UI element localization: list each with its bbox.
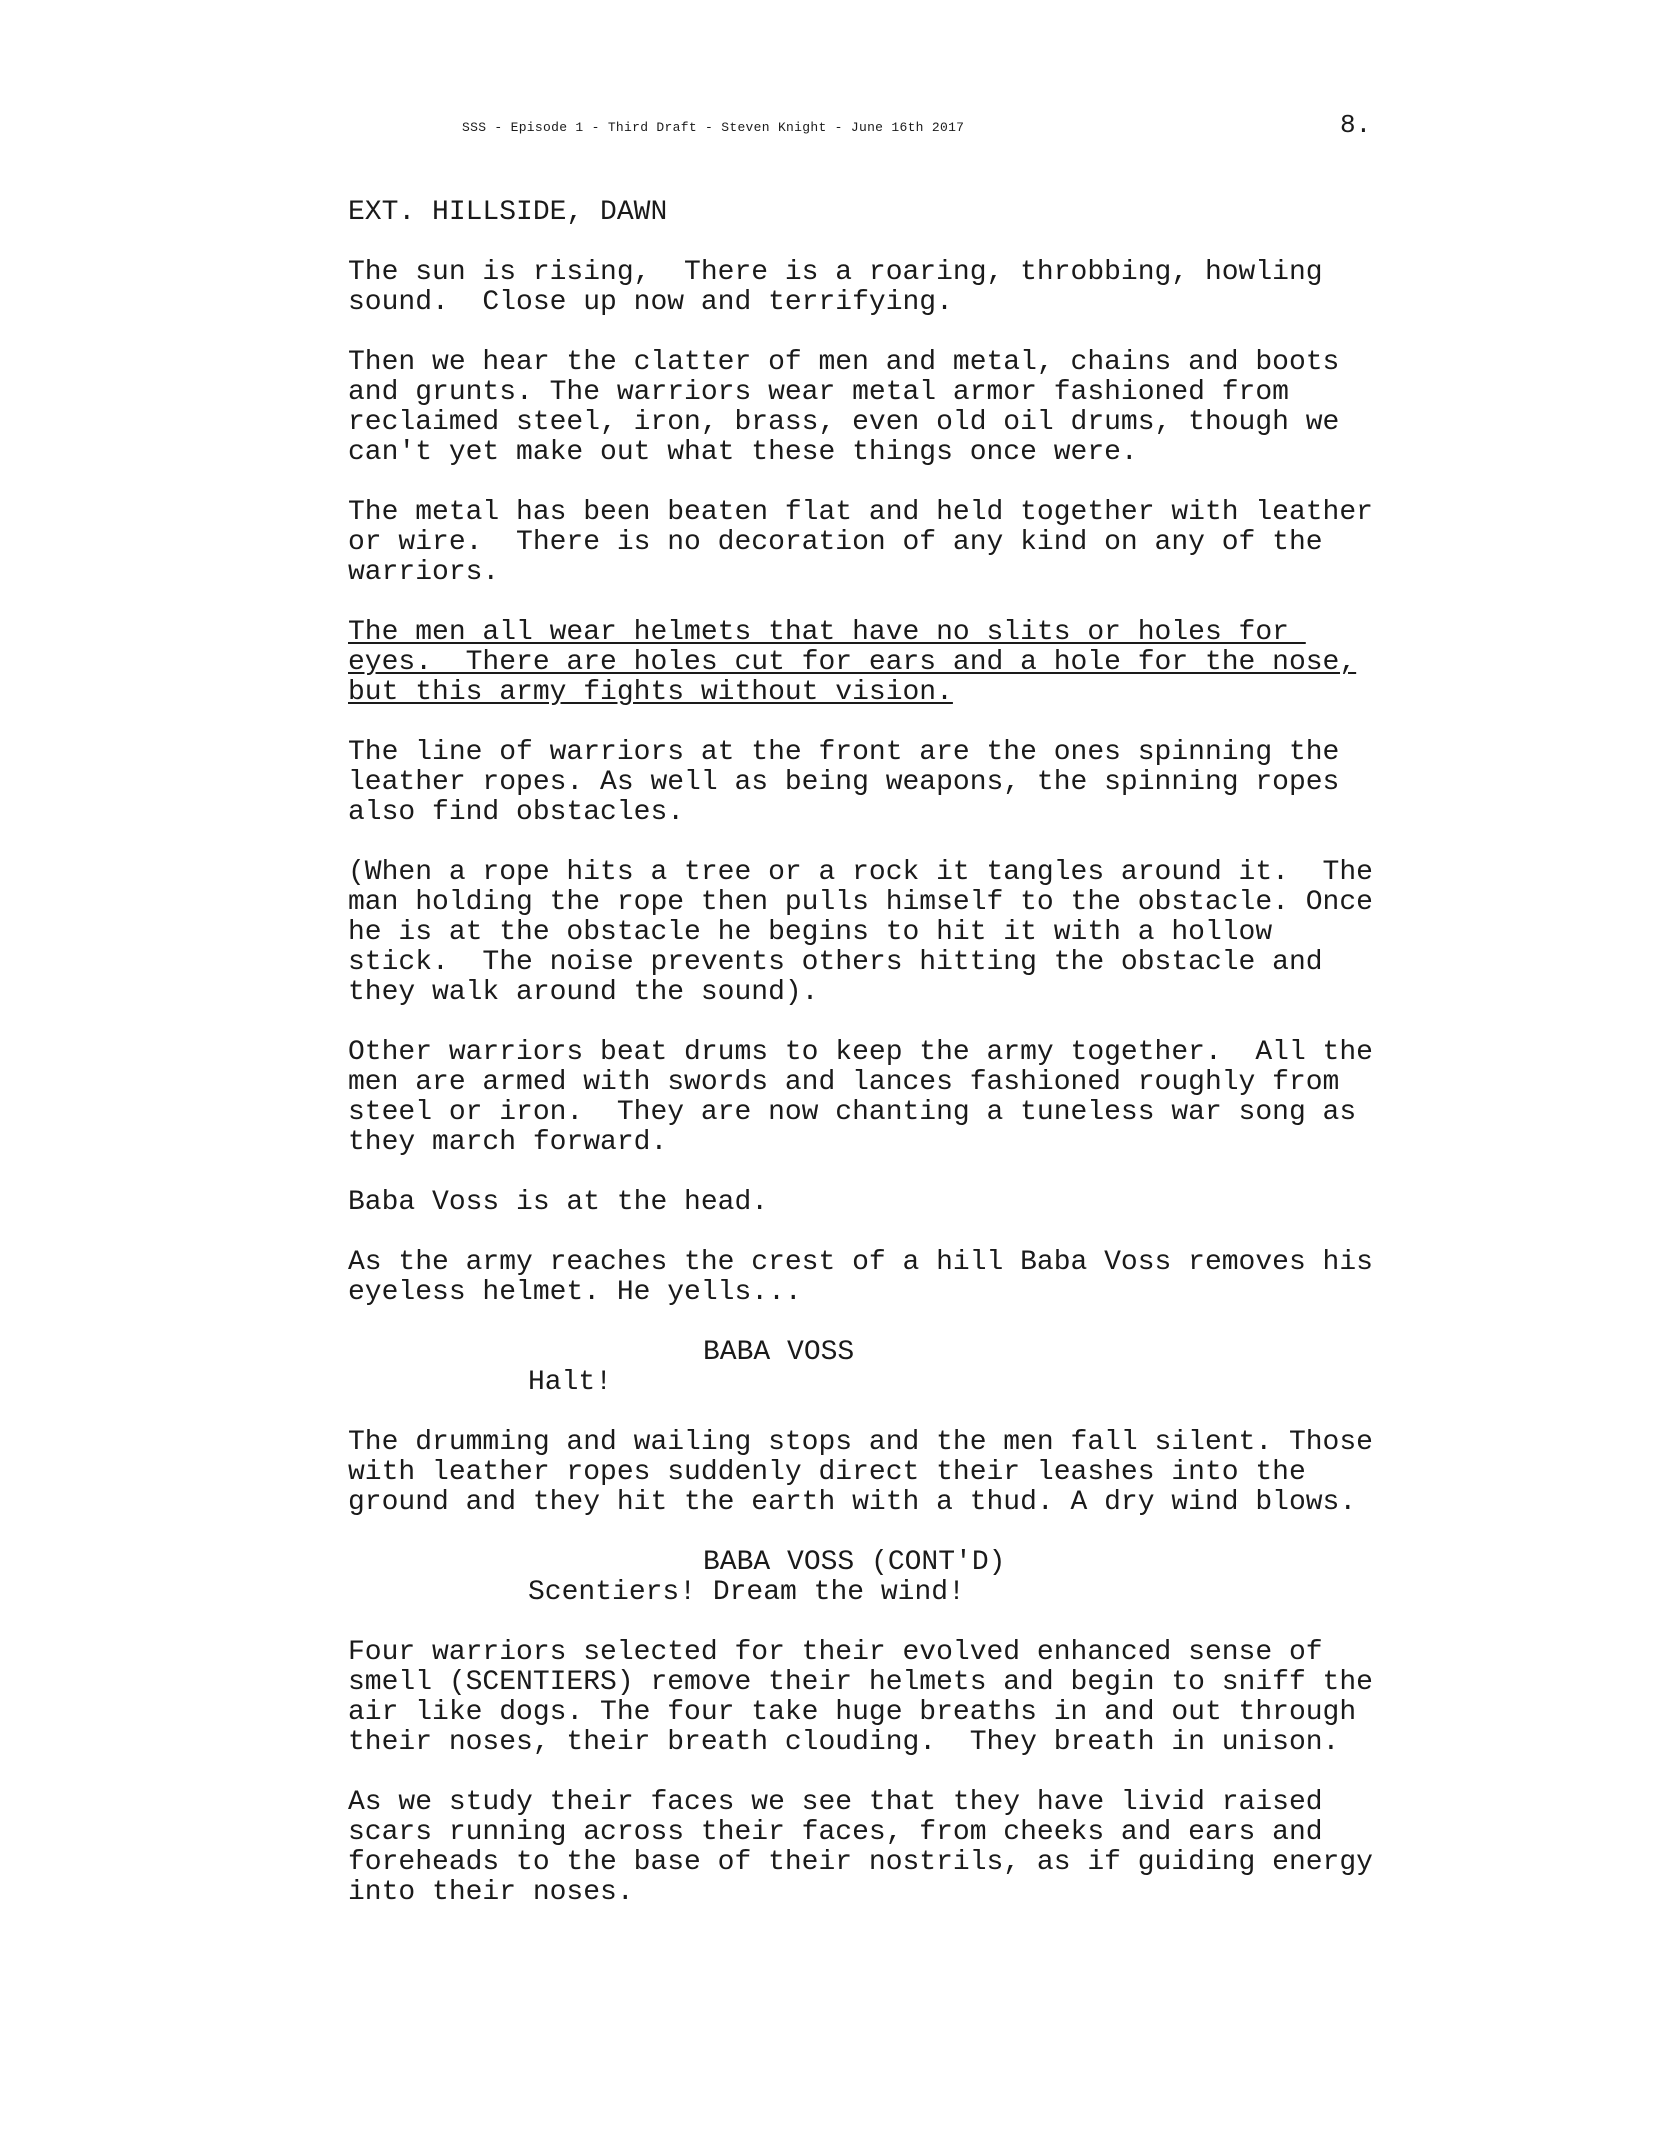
character-name: BABA VOSS (703, 1337, 855, 1368)
action-paragraph: As the army reaches the crest of a hill Baba Voss removes his eyeless helmet. He yells... (348, 1247, 1373, 1308)
dialogue-block (348, 1548, 1468, 1608)
action-paragraph-underlined: The men all wear helmets that have no slits or holes for eyes. There are holes cut for ears and a hole for the nose, but this army fights without vision. (348, 617, 1357, 708)
dialogue-block (348, 1338, 1468, 1398)
character-name: BABA VOSS (CONT'D) (703, 1547, 1006, 1578)
action-paragraph: The sun is rising, There is a roaring, throbbing, howling sound. Close up now and terrifying. (348, 257, 1323, 318)
page-number: 8. (1340, 110, 1372, 140)
action-paragraph: As we study their faces we see that they have livid raised scars running across their faces, from cheeks and ears and foreheads to the base of their nostrils, as if guiding energy into their noses. (348, 1787, 1373, 1908)
running-header: SSS - Episode 1 - Third Draft - Steven Knight - June 16th 2017 (462, 120, 965, 135)
action-paragraph: Four warriors selected for their evolved enhanced sense of smell (SCENTIERS) remove their helmets and begin to sniff the air like dogs. The four take huge breaths in and out through their noses, their breath clouding. They breath in unison. (348, 1637, 1373, 1758)
action-paragraph: Baba Voss is at the head. (348, 1187, 769, 1218)
scene-heading: EXT. HILLSIDE, DAWN (348, 197, 668, 228)
action-paragraph: The drumming and wailing stops and the men fall silent. Those with leather ropes suddenly direct their leashes into the ground and they hit the earth with a thud. A dry wind blows. (348, 1427, 1373, 1518)
dialogue-line: Scentiers! Dream the wind! (528, 1577, 965, 1608)
action-paragraph: The line of warriors at the front are the ones spinning the leather ropes. As well as being weapons, the spinning ropes also find obstacles. (348, 737, 1340, 828)
dialogue-line: Halt! (528, 1367, 613, 1398)
script-body (348, 198, 1468, 1938)
action-paragraph: The metal has been beaten flat and held together with leather or wire. There is no decoration of any kind on any of the warriors. (348, 497, 1373, 588)
action-paragraph: Other warriors beat drums to keep the army together. All the men are armed with swords and lances fashioned roughly from steel or iron. They are now chanting a tuneless war song as they march forward. (348, 1037, 1373, 1158)
action-paragraph: (When a rope hits a tree or a rock it tangles around it. The man holding the rope then pulls himself to the obstacle. Once he is at the obstacle he begins to hit it with a hollow stick. The noise prevents others hitting the obstacle and they walk around the sound). (348, 857, 1373, 1008)
action-paragraph: Then we hear the clatter of men and metal, chains and boots and grunts. The warriors wear metal armor fashioned from reclaimed steel, iron, brass, even old oil drums, though we can't yet make out what these things once were. (348, 347, 1340, 468)
